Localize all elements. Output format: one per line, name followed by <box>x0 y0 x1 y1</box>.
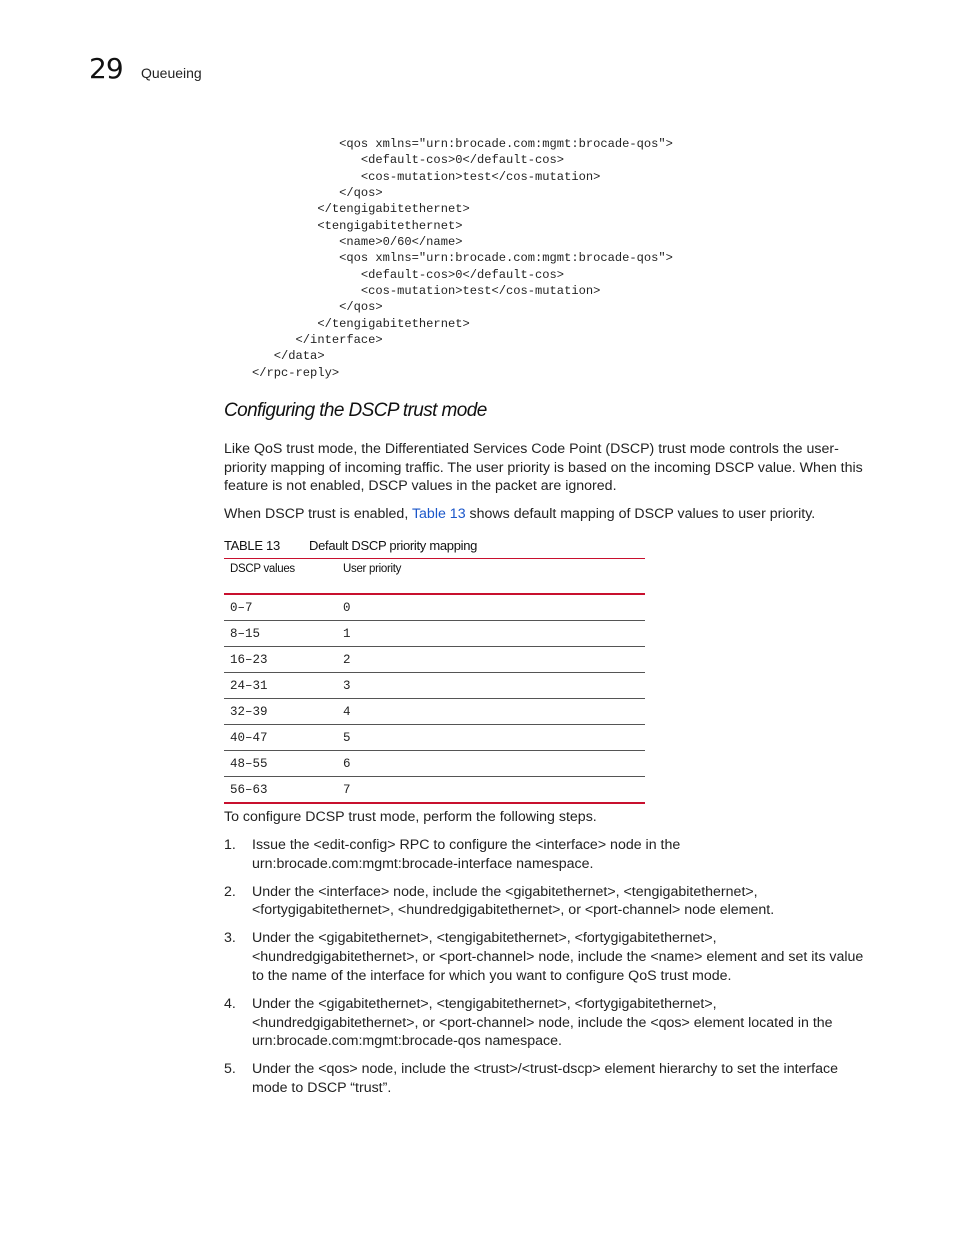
dscp-enabled-paragraph <box>224 505 864 524</box>
intro-paragraph: Like QoS trust mode, the Differentiated Services Code Point (DSCP) trust mode controls the user-priority mapping of incoming traffic. The user priority is based on the incoming DSCP value. When this feature is not enabled, DSCP values in the packet are ignored. <box>224 441 863 495</box>
user-priority-cell: 1 <box>337 621 645 647</box>
step-item <box>224 1060 874 1097</box>
step-text: Under the <qos> node, include the <trust>/<trust-dscp> element hierarchy to set the interface mode to DSCP “trust”. <box>252 1061 838 1096</box>
dscp-value-cell: 24–31 <box>224 673 337 699</box>
chapter-title: Queueing <box>141 65 202 81</box>
table-caption-number: TABLE 13 <box>224 538 280 553</box>
table-row <box>224 673 645 699</box>
step-number: 2. <box>224 883 236 900</box>
dscp-value-cell: 16–23 <box>224 647 337 673</box>
user-priority-cell: 2 <box>337 647 645 673</box>
table-row <box>224 725 645 751</box>
step-text: Under the <gigabitethernet>, <tengigabitethernet>, <fortygigabitethernet>, <hundredgigabitethernet>, or <port-channel> node, include the <qos> element located in the urn:brocade.com:mgmt:brocade-qos namespace. <box>252 995 833 1050</box>
user-priority-cell: 5 <box>337 725 645 751</box>
dscp-priority-table <box>224 558 645 804</box>
user-priority-cell: 4 <box>337 699 645 725</box>
table-row <box>224 647 645 673</box>
step-number: 1. <box>224 837 236 853</box>
table-13-link[interactable]: Table 13 <box>411 506 466 522</box>
dscp-value-cell: 56–63 <box>224 777 337 804</box>
dscp-value-cell: 32–39 <box>224 699 337 725</box>
section-heading: Configuring the DSCP trust mode <box>224 400 487 421</box>
step-text: Under the <interface> node, include the <gigabitethernet>, <tengigabitethernet>, <fortygigabitethernet>, <hundredgigabitethernet>, or <port-channel> node element. <box>252 883 775 919</box>
table-row <box>224 699 645 725</box>
dscp-value-cell: 40–47 <box>224 725 337 751</box>
table-caption-title: Default DSCP priority mapping <box>309 538 478 553</box>
user-priority-cell: 7 <box>337 777 645 804</box>
user-priority-cell: 3 <box>337 673 645 699</box>
steps-list <box>224 836 874 1107</box>
step-number: 5. <box>224 1061 236 1078</box>
table-row <box>224 777 645 804</box>
user-priority-cell: 0 <box>337 594 645 621</box>
step-number: 3. <box>224 930 236 947</box>
dscp-enabled-text-before: When DSCP trust is enabled, <box>224 506 412 522</box>
table-caption <box>224 538 477 553</box>
steps-intro: To configure DCSP trust mode, perform the following steps. <box>224 809 597 825</box>
table-row <box>224 594 645 621</box>
dscp-value-cell: 8–15 <box>224 621 337 647</box>
dscp-value-cell: 0–7 <box>224 594 337 621</box>
user-priority-cell: 6 <box>337 751 645 777</box>
dscp-value-cell: 48–55 <box>224 751 337 777</box>
header-dscp-values: DSCP values <box>224 559 337 595</box>
dscp-enabled-text-after: shows default mapping of DSCP values to user priority. <box>465 506 816 522</box>
table-header-row <box>224 559 645 595</box>
step-item <box>224 883 874 920</box>
table-row <box>224 621 645 647</box>
header-user-priority: User priority <box>337 559 645 595</box>
step-text: Issue the <edit-config> RPC to configure the <interface> node in the urn:brocade.com:mgmt:brocade-interface namespace. <box>252 837 681 872</box>
step-item <box>224 836 874 873</box>
step-item <box>224 995 874 1051</box>
xml-code-block: <qos xmlns="urn:brocade.com:mgmt:brocade-qos"> <default-cos>0</default-cos> <cos-mutation>test</cos-mutation> </qos> </tengigabitethernet> <tengigabitethernet> <name>0/60</name> <qos xmlns="urn:brocade.com:mgmt:brocade-qos"> <default-cos>0</default-cos> <cos-mutation>test</cos-mutation> </qos> </tengigabitethernet> </interface> </data> </rpc-reply> <box>252 137 673 380</box>
step-item <box>224 929 874 985</box>
table-row <box>224 751 645 777</box>
step-number: 4. <box>224 995 236 1012</box>
step-text: Under the <gigabitethernet>, <tengigabitethernet>, <fortygigabitethernet>, <hundredgigabitethernet>, or <port-channel> node, include the <name> element and set its value to the name of the interface for which you want to configure QoS trust mode. <box>252 930 864 984</box>
chapter-number: 29 <box>89 52 123 85</box>
